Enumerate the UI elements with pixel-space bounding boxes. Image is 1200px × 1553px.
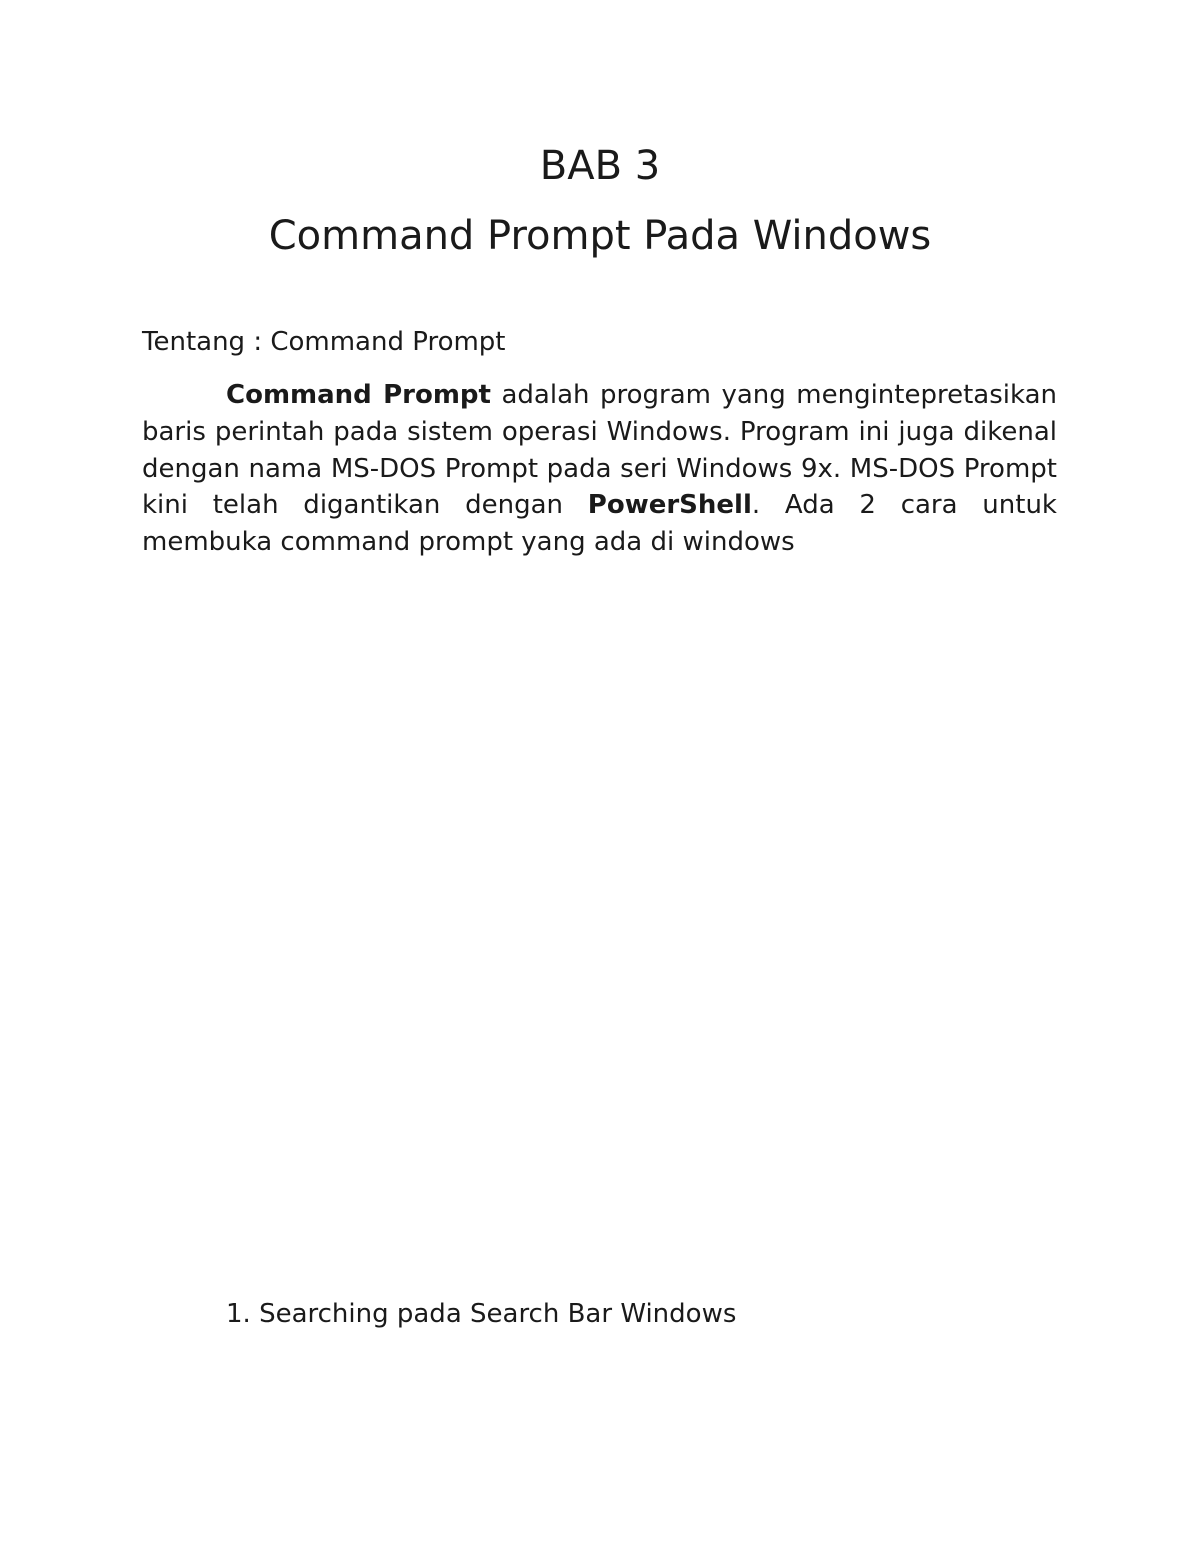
topic-line: Tentang : Command Prompt bbox=[142, 327, 506, 357]
list-item-label: Searching pada Search Bar Windows bbox=[259, 1299, 737, 1329]
list-item bbox=[226, 1296, 736, 1332]
intro-paragraph bbox=[142, 377, 1057, 561]
chapter-number: BAB 3 bbox=[539, 143, 661, 189]
bold-term-powershell: PowerShell bbox=[587, 490, 752, 521]
method-list bbox=[226, 1296, 736, 1332]
paragraph-text-part-2: . Ada 2 cara untuk membuka command prompt yang ada di windows bbox=[142, 490, 1057, 558]
bold-term-command-prompt: Command Prompt bbox=[226, 380, 491, 410]
paragraph-text-part-1: adalah program yang mengintepretasikan baris perintah pada sistem operasi Windows. Program ini juga dikenal dengan nama MS-DOS Prompt pada seri Windows 9x. MS-DOS Prompt kini telah digantikan dengan bbox=[142, 380, 1058, 521]
chapter-title: Command Prompt Pada Windows bbox=[268, 213, 932, 259]
list-item-number: 1. bbox=[226, 1299, 251, 1329]
